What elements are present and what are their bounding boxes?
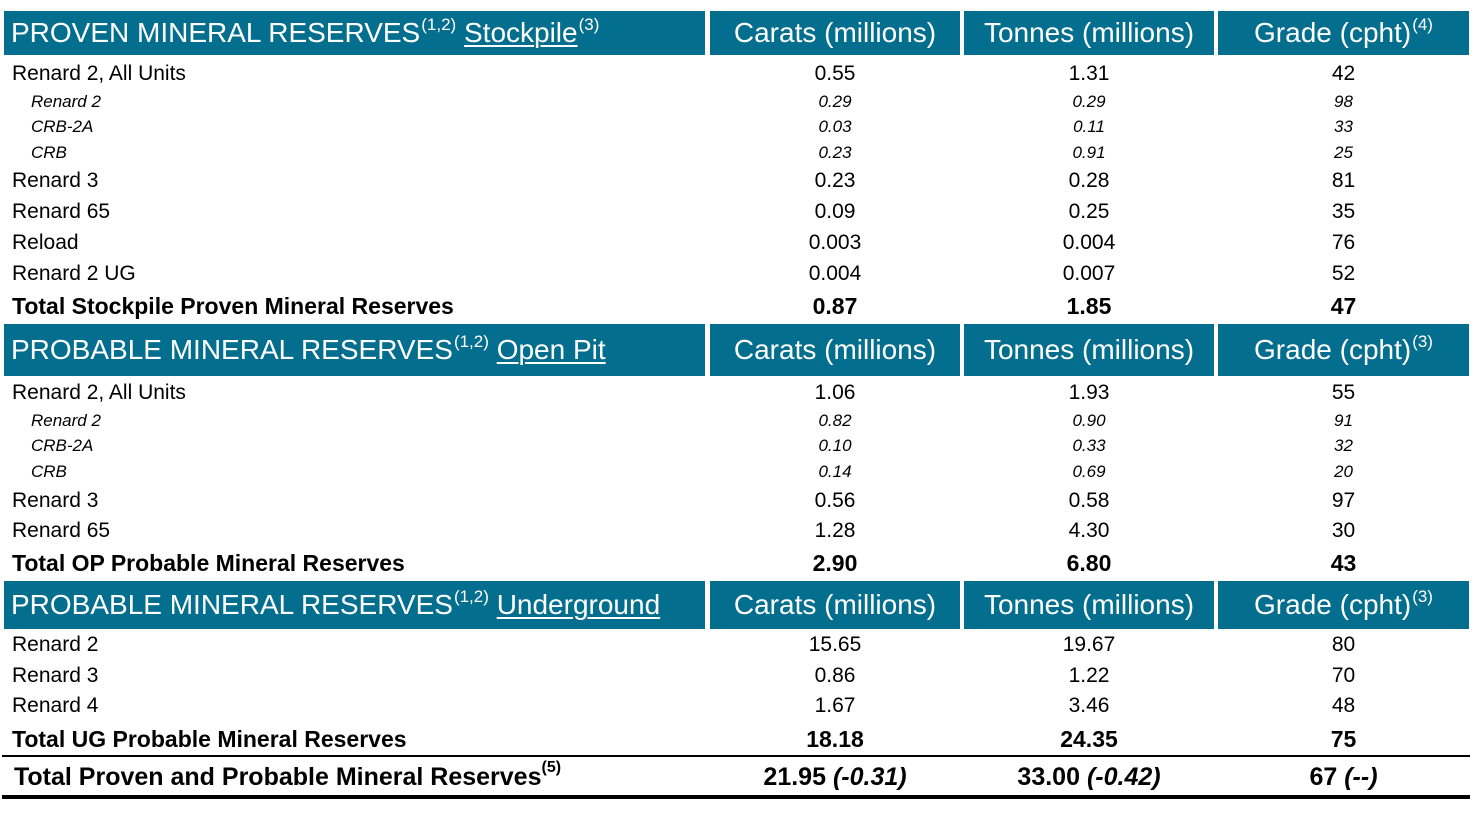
col-header-carats: Carats (millions): [710, 324, 960, 376]
grand-total-name: [14, 758, 561, 796]
section-subtitle: Underground: [496, 589, 661, 620]
footnote-ref: (3): [1412, 586, 1433, 606]
table-row: [0, 228, 1474, 256]
table-row: [0, 459, 1474, 483]
grade-value: 35: [1331, 199, 1356, 223]
footnote-ref: (4): [1412, 14, 1433, 34]
carats-value: 1.28: [814, 518, 856, 542]
carats-value: 0.82: [818, 410, 852, 430]
tonnes-value: 0.11: [1073, 116, 1105, 136]
table-row: [0, 516, 1474, 544]
table-row: [0, 140, 1474, 164]
carats-value: 0.56: [814, 488, 856, 512]
table-row: [0, 691, 1474, 719]
row-name: Renard 2: [12, 632, 99, 656]
section-title-text: PROBABLE MINERAL RESERVES: [11, 334, 453, 365]
grade-value: 55: [1331, 380, 1356, 404]
carats-value: 0.29: [818, 91, 852, 111]
section-title-text: PROVEN MINERAL RESERVES: [11, 17, 421, 48]
row-name: Renard 2 UG: [12, 261, 136, 285]
tonnes-total: 24.35: [1060, 725, 1118, 752]
total-row: [0, 547, 1474, 579]
carats-value: 0.03: [818, 116, 852, 136]
grand-total-row: [0, 758, 1474, 796]
grade-value: 42: [1331, 61, 1356, 85]
tonnes-value: 0.25: [1068, 199, 1110, 223]
col-header-carats: Carats (millions): [710, 11, 960, 55]
tonnes-value: 0.004: [1062, 230, 1116, 254]
row-name: CRB: [31, 142, 67, 162]
table-row: [0, 661, 1474, 689]
grade-total: 43: [1330, 549, 1357, 576]
col-header-grade-text: Grade (cpht): [1254, 334, 1412, 365]
grade-value: 97: [1331, 488, 1356, 512]
col-header-tonnes: Tonnes (millions): [964, 11, 1214, 55]
tonnes-value: 0.28: [1068, 168, 1110, 192]
tonnes-change: (-0.42): [1086, 762, 1161, 791]
grade-value: 48: [1331, 693, 1356, 717]
grade-change: (--): [1344, 762, 1378, 791]
total-row: [0, 290, 1474, 322]
total-name: Total OP Probable Mineral Reserves: [12, 549, 405, 576]
grand-total-carats: [710, 758, 960, 796]
carats-value: 21.95: [763, 762, 826, 791]
tonnes-value: 1.22: [1068, 663, 1110, 687]
table-row: [0, 166, 1474, 194]
carats-value: 1.06: [814, 380, 856, 404]
footnote-ref: (1,2): [453, 331, 489, 351]
carats-value: 0.09: [814, 199, 856, 223]
section-header-probable-underground: [0, 581, 1474, 629]
table-row: [0, 630, 1474, 658]
footnote-ref: (3): [1412, 331, 1433, 351]
row-name: Renard 65: [12, 199, 111, 223]
row-name: CRB-2A: [31, 435, 94, 455]
col-header-grade-text: Grade (cpht): [1254, 17, 1412, 48]
carats-value: 0.10: [818, 435, 852, 455]
row-name: Renard 4: [12, 693, 99, 717]
table-row: [0, 408, 1474, 432]
table-row: [0, 59, 1474, 87]
tonnes-value: 0.29: [1072, 91, 1106, 111]
table-row: [0, 259, 1474, 287]
carats-total: 2.90: [812, 549, 858, 576]
footnote-ref: (1,2): [421, 14, 457, 34]
carats-value: 15.65: [808, 632, 862, 656]
grade-value: 25: [1334, 142, 1353, 162]
table-row: [0, 433, 1474, 457]
tonnes-total: 6.80: [1066, 549, 1112, 576]
tonnes-value: 0.90: [1072, 410, 1106, 430]
footnote-ref: (1,2): [453, 586, 489, 606]
section-header-probable-open-pit: [0, 324, 1474, 376]
total-name: Total UG Probable Mineral Reserves: [12, 725, 407, 752]
tonnes-value: 19.67: [1062, 632, 1116, 656]
row-name: Renard 3: [12, 488, 99, 512]
row-name: CRB: [31, 461, 67, 481]
col-header-grade: [1218, 324, 1469, 376]
grade-value: 81: [1331, 168, 1356, 192]
section-title-text: PROBABLE MINERAL RESERVES: [11, 589, 453, 620]
section-title: [4, 324, 705, 376]
carats-value: 0.23: [814, 168, 856, 192]
col-header-carats: Carats (millions): [710, 581, 960, 629]
table-row: [0, 114, 1474, 138]
grade-value: 76: [1331, 230, 1356, 254]
tonnes-value: 3.46: [1068, 693, 1110, 717]
carats-value: 1.67: [814, 693, 856, 717]
table-row: [0, 378, 1474, 406]
row-name: Renard 3: [12, 663, 99, 687]
carats-value: 0.003: [808, 230, 862, 254]
carats-total: 18.18: [806, 725, 864, 752]
grade-value: 32: [1334, 435, 1353, 455]
grade-total: 75: [1330, 725, 1357, 752]
grade-value: 20: [1334, 461, 1353, 481]
grade-value: 70: [1331, 663, 1356, 687]
col-header-tonnes: Tonnes (millions): [964, 581, 1214, 629]
grade-value: 98: [1334, 91, 1353, 111]
grade-value: 67: [1309, 762, 1338, 791]
row-name: Renard 2: [31, 91, 101, 111]
tonnes-value: 0.69: [1072, 461, 1106, 481]
tonnes-value: 1.31: [1068, 61, 1110, 85]
total-row: [0, 723, 1474, 755]
carats-value: 0.86: [814, 663, 856, 687]
col-header-tonnes: Tonnes (millions): [964, 324, 1214, 376]
tonnes-value: 0.007: [1062, 261, 1116, 285]
carats-value: 0.23: [818, 142, 852, 162]
grade-value: 91: [1334, 410, 1353, 430]
grade-value: 33: [1334, 116, 1353, 136]
footnote-ref: (3): [578, 14, 600, 34]
tonnes-value: 0.58: [1068, 488, 1110, 512]
carats-value: 0.004: [808, 261, 862, 285]
footnote-ref: (5): [541, 759, 562, 776]
bottom-divider-line: [2, 795, 1470, 799]
carats-change: (-0.31): [832, 762, 907, 791]
divider-line: [2, 755, 1470, 757]
tonnes-value: 0.33: [1072, 435, 1106, 455]
carats-total: 0.87: [812, 292, 858, 319]
section-header-proven-stockpile: [0, 11, 1474, 55]
section-subtitle: Stockpile: [463, 17, 578, 48]
section-title: [4, 581, 705, 629]
col-header-grade: [1218, 11, 1469, 55]
tonnes-value: 33.00: [1017, 762, 1080, 791]
grand-total-tonnes: [964, 758, 1214, 796]
row-name: Reload: [12, 230, 79, 254]
table-row: [0, 486, 1474, 514]
tonnes-total: 1.85: [1066, 292, 1112, 319]
col-header-grade-text: Grade (cpht): [1254, 589, 1412, 620]
row-name: Renard 3: [12, 168, 99, 192]
table-row: [0, 197, 1474, 225]
col-header-grade: [1218, 581, 1469, 629]
total-name: Total Stockpile Proven Mineral Reserves: [12, 292, 454, 319]
row-name: Renard 65: [12, 518, 111, 542]
grade-value: 52: [1331, 261, 1356, 285]
section-subtitle: Open Pit: [496, 334, 606, 365]
tonnes-value: 4.30: [1068, 518, 1110, 542]
grand-total-label: Total Proven and Probable Mineral Reserves: [14, 762, 542, 791]
section-title: [4, 11, 705, 55]
grade-value: 80: [1331, 632, 1356, 656]
carats-value: 0.55: [814, 61, 856, 85]
carats-value: 0.14: [818, 461, 852, 481]
grade-value: 30: [1331, 518, 1356, 542]
row-name: Renard 2: [31, 410, 101, 430]
grand-total-grade: [1218, 758, 1469, 796]
table-row: [0, 89, 1474, 113]
row-name: CRB-2A: [31, 116, 94, 136]
row-name: Renard 2, All Units: [12, 61, 186, 85]
row-name: Renard 2, All Units: [12, 380, 186, 404]
grade-total: 47: [1330, 292, 1357, 319]
tonnes-value: 0.91: [1072, 142, 1106, 162]
tonnes-value: 1.93: [1068, 380, 1110, 404]
